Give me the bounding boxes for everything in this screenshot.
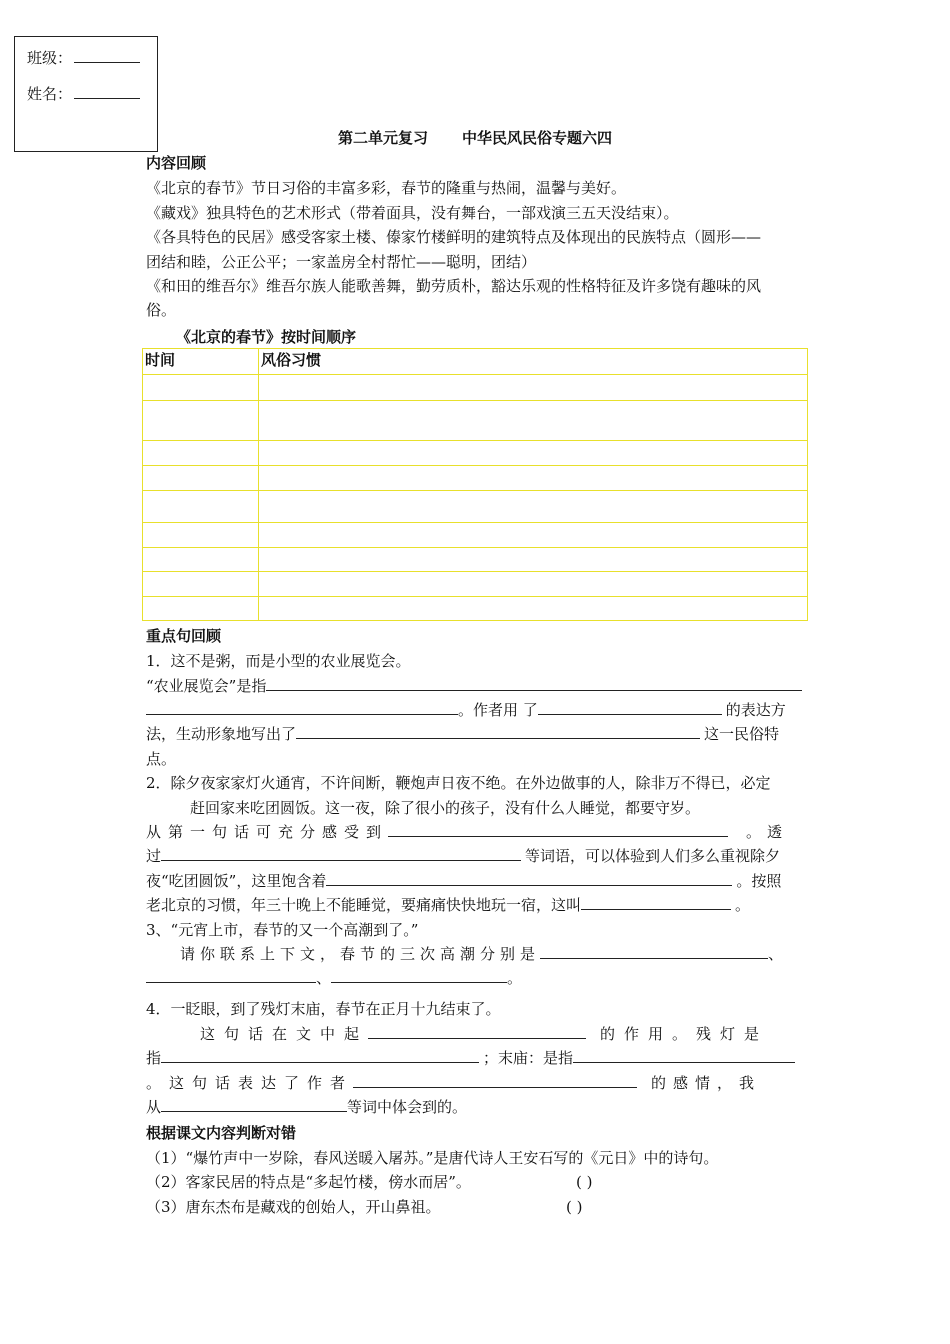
col-time: 时间	[143, 349, 259, 375]
review-heading: 内容回顾	[146, 154, 207, 172]
table-row[interactable]	[143, 375, 808, 401]
q3-blank-3[interactable]	[331, 966, 507, 983]
table-row[interactable]	[143, 466, 808, 491]
q2-blank-3[interactable]	[326, 869, 732, 886]
judge-item: （2）客家民居的特点是“多起竹楼，傍水而居”。	[146, 1173, 471, 1191]
class-field[interactable]	[27, 47, 140, 68]
q1-line-b: 。作者用 了 的表达方	[146, 698, 786, 722]
table-row[interactable]	[143, 491, 808, 523]
col-custom: 风俗习惯	[259, 349, 808, 375]
table-row[interactable]	[143, 548, 808, 572]
q2-line-b: 过 等词语，可以体验到人们多么重视除夕	[146, 844, 780, 868]
q2-sentence: 2．除夕夜家家灯火通宵，不许间断，鞭炮声日夜不绝。在外边做事的人，除非万不得已，必定	[146, 774, 771, 792]
q3-sentence: 3、“元宵上市，春节的又一个高潮到了。”	[146, 921, 419, 939]
q3-line-b: 、 。	[146, 966, 522, 990]
review-line: 团结和睦，公正公平；一家盖房全村帮忙——聪明，团结）	[146, 253, 537, 271]
name-field[interactable]	[27, 83, 140, 104]
q1-line-c: 法，生动形象地写出了 这一民俗特	[146, 722, 779, 746]
q1-blank-4[interactable]	[296, 722, 700, 739]
q4-blank-4[interactable]	[353, 1071, 637, 1088]
q4-line-c: 。这句话表达了作者 的感情，我	[146, 1071, 761, 1095]
table-row[interactable]	[143, 597, 808, 621]
q2-line-a: 从第一句话可充分感受到 。透	[146, 820, 788, 844]
table-header-row	[143, 349, 808, 375]
q2-blank-1[interactable]	[388, 820, 728, 837]
review-line: 《北京的春节》节日习俗的丰富多彩，春节的隆重与热闹，温馨与美好。	[146, 179, 627, 197]
key-heading: 重点句回顾	[146, 627, 222, 645]
q4-line-b: 指 ；末庙：是指	[146, 1046, 795, 1070]
q3-blank-2[interactable]	[146, 966, 316, 983]
review-line: 《各具特色的民居》感受客家土楼、傣家竹楼鲜明的建筑特点及体现出的民族特点（圆形——	[146, 228, 762, 246]
judge-heading: 根据课文内容判断对错	[146, 1124, 297, 1142]
q4-blank-5[interactable]	[161, 1095, 347, 1112]
q1-blank-2[interactable]	[146, 698, 458, 715]
page-title: 第二单元复习 中华民风民俗专题六四	[337, 129, 613, 147]
q2-sentence-cont: 赶回家来吃团圆饭。这一夜，除了很小的孩子，没有什么人睡觉，都要守岁。	[190, 799, 701, 817]
name-label: 姓名：	[27, 85, 73, 103]
q2-line-d: 老北京的习惯，年三十晚上不能睡觉，要痛痛快快地玩一宿，这叫 。	[146, 893, 750, 917]
judge-answer-3[interactable]: ( )	[566, 1198, 583, 1216]
q4-blank-1[interactable]	[368, 1022, 586, 1039]
q3-line-a: 请你联系上下文，春节的三次高潮分别是 、	[180, 942, 783, 966]
q4-sentence: 4．一眨眼，到了残灯末庙，春节在正月十九结束了。	[146, 1000, 501, 1018]
table-row[interactable]	[143, 572, 808, 597]
review-line: 《藏戏》独具特色的艺术形式（带着面具，没有舞台，一部戏演三五天没结束）。	[146, 204, 679, 222]
q2-blank-2[interactable]	[161, 844, 521, 861]
judge-item: （1）“爆竹声中一岁除，春风送暖入屠苏。”是唐代诗人王安石写的《元日》中的诗句。	[146, 1149, 719, 1167]
custom-table	[142, 348, 808, 621]
q2-blank-4[interactable]	[581, 893, 731, 910]
q4-line-d: 从 等词中体会到的。	[146, 1095, 467, 1119]
q1-blank-3[interactable]	[538, 698, 722, 715]
q1-line-d: 点。	[146, 750, 177, 768]
class-label: 班级：	[27, 49, 73, 67]
table-caption: 《北京的春节》按时间顺序	[176, 328, 357, 346]
table-row[interactable]	[143, 401, 808, 441]
q3-blank-1[interactable]	[540, 942, 768, 959]
table-row[interactable]	[143, 523, 808, 548]
q1-line-a: “农业展览会”是指	[146, 674, 802, 698]
table-row[interactable]	[143, 441, 808, 466]
class-blank[interactable]	[74, 48, 140, 63]
review-line: 《和田的维吾尔》维吾尔族人能歌善舞，勤劳质朴，豁达乐观的性格特征及许多饶有趣味的风	[146, 277, 762, 295]
q2-line-c: 夜“吃团圆饭”，这里饱含着 。按照	[146, 869, 781, 893]
review-line: 俗。	[146, 301, 177, 319]
judge-answer-2[interactable]: ( )	[576, 1173, 593, 1191]
q4-blank-2[interactable]	[161, 1046, 479, 1063]
q4-blank-3[interactable]	[573, 1046, 795, 1063]
name-blank[interactable]	[74, 84, 140, 99]
judge-item: （3）唐东杰布是藏戏的创始人，开山鼻祖。	[146, 1198, 441, 1216]
q4-line-a: 这句话在文中起 的作用。残灯是	[200, 1022, 768, 1046]
q1-blank-1[interactable]	[266, 674, 802, 691]
q1-sentence: 1．这不是粥，而是小型的农业展览会。	[146, 652, 411, 670]
